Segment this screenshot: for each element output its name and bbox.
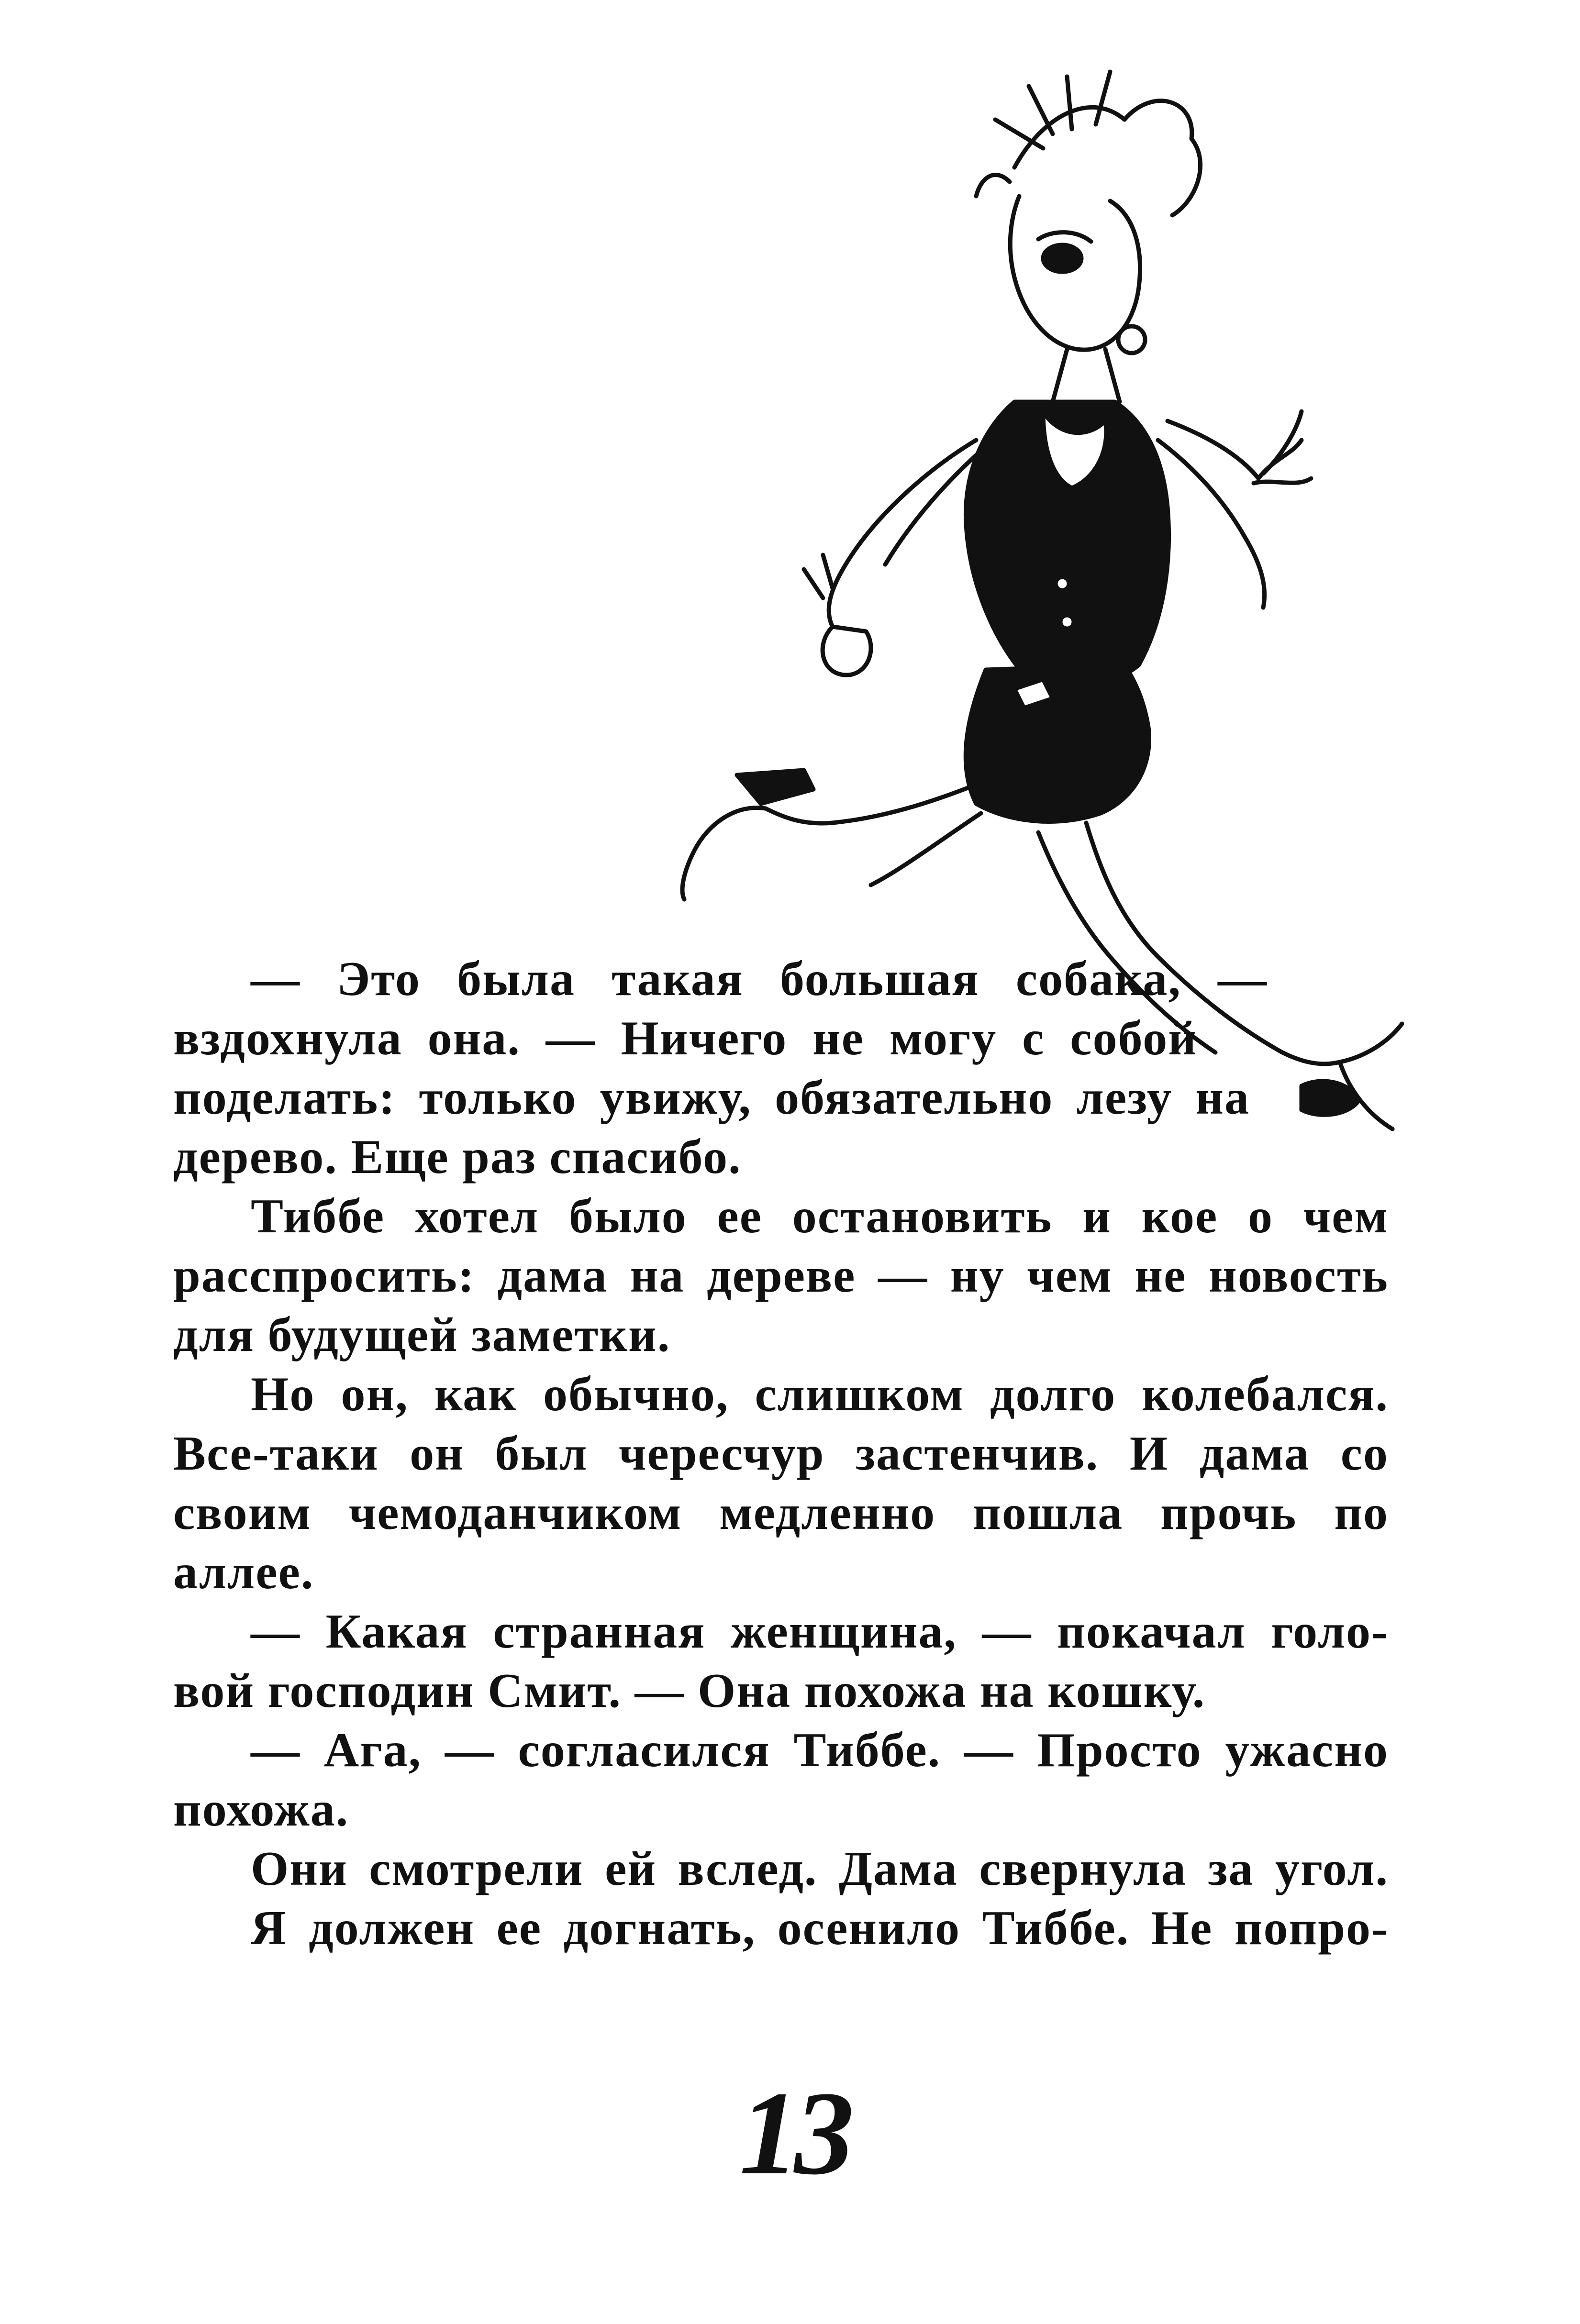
paragraph-1	[173, 950, 1389, 1187]
text-line: своим чемоданчиком медленно пошла прочь по	[173, 1486, 1389, 1540]
text-line: — Какая странная женщина, — покачал голо-	[251, 1605, 1389, 1659]
paragraph-2	[173, 1187, 1389, 1365]
text-line: аллее.	[173, 1545, 314, 1599]
paragraph-3	[173, 1365, 1389, 1602]
text-line: — Это была такая большая собака, —	[251, 952, 1268, 1006]
text-line: расспросить: дама на дереве — ну чем не новость	[173, 1249, 1389, 1303]
text-line: Они смотрели ей вслед. Дама свернула за угол.	[251, 1842, 1389, 1896]
text-line: дерево. Еще раз спасибо.	[173, 1130, 742, 1184]
paragraph-4	[173, 1602, 1389, 1721]
paragraph-5	[173, 1721, 1389, 1839]
body-text	[173, 950, 1389, 1958]
text-line: Все-таки он был чересчур застенчив. И дама со	[173, 1427, 1389, 1481]
text-line: для будущей заметки.	[173, 1308, 671, 1362]
text-line: Я должен ее догнать, осенило Тиббе. Не попро-	[251, 1901, 1389, 1955]
text-line: поделать: только увижу, обязательно лезу на	[173, 1071, 1250, 1125]
text-line: вздохнула она. — Ничего не могу с собой	[173, 1011, 1197, 1065]
text-line: — Ага, — согласился Тиббе. — Просто ужасно	[251, 1723, 1389, 1777]
paragraph-6	[173, 1839, 1389, 1899]
text-line: Но он, как обычно, слишком долго колебался.	[251, 1367, 1389, 1421]
paragraph-7	[173, 1899, 1389, 1958]
text-line: вой господин Смит. — Она похожа на кошку.	[173, 1664, 1206, 1718]
text-line: похожа.	[173, 1782, 349, 1837]
text-line: Тиббе хотел было ее остановить и кое о чем	[251, 1189, 1389, 1243]
page-number: 13	[739, 2067, 849, 2200]
